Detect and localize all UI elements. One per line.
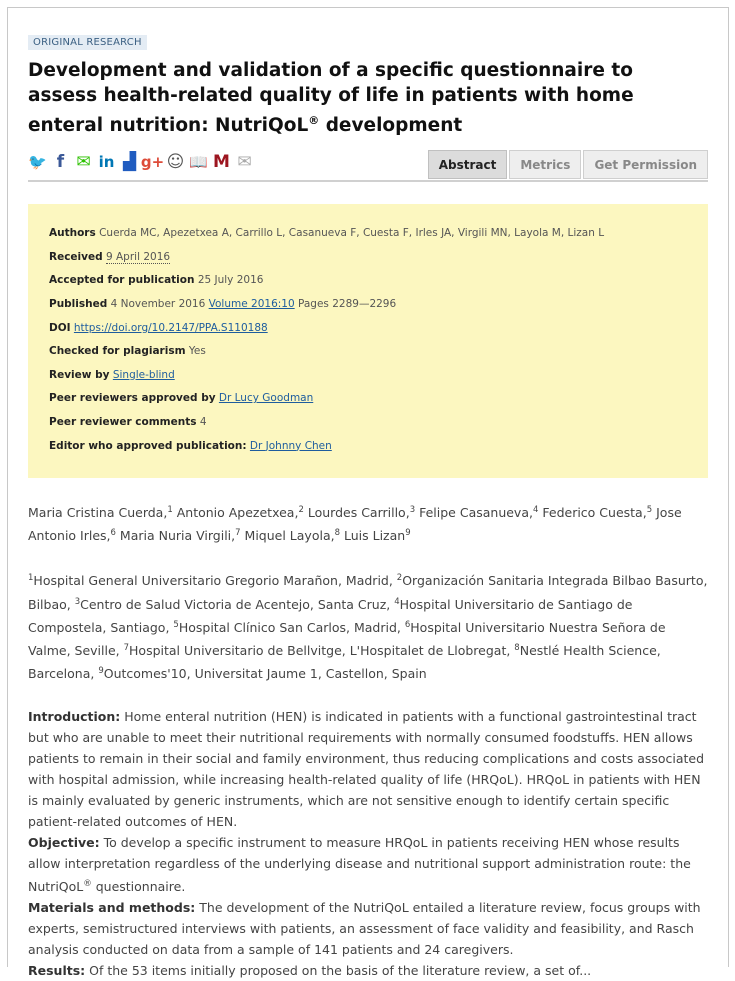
linkedin-icon[interactable]: in	[98, 152, 115, 171]
meta-published: Published 4 November 2016 Volume 2016:10 Pages 2289—2296	[49, 297, 397, 310]
objective-heading: Objective:	[28, 835, 100, 851]
affiliation-item: Hospital Universitario de Santiago de Compostela, Santiago,	[28, 596, 633, 635]
book-icon[interactable]: 📖	[189, 152, 208, 171]
article-title: Development and validation of a specific questionnaire to assess health-related quality of life in patients with home enteral nutrition: NutriQoL® development	[28, 60, 634, 137]
google-plus-icon[interactable]: g+	[140, 152, 165, 171]
meta-peer-comments: Peer reviewer comments 4	[49, 415, 207, 428]
meta-doi: DOI https://doi.org/10.2147/PPA.S110188	[49, 321, 268, 334]
affiliations: $^1$Hospital General Universitario Gregorio Marañon, Madrid, $^2$Organización Sanitaria Integrada Bilbao Basurto, Bilbao, $^3$Centro de Salud Victoria de Acentejo, Santa Cruz, $^4$Hospital Universitario de Santiago de Compostela, Santiago, $^5$Hospital Clínico San Carlos, Madrid, $^6$Hospital Universitario Nuestra Señora de Valme, Seville, $^7$Hospital Universitario de Bellvitge, L'Hospitalet de Llobregat, $^8$Nestlé Health Science, Barcelona, $^9$Outcomes'10, Universitat Jaume 1, Castellon, Spain	[28, 573, 708, 682]
share-icons	[28, 152, 254, 171]
review-type-link[interactable]: Single-blind	[112, 368, 175, 381]
article-panel	[7, 7, 729, 979]
abstract-body: Introduction: Home enteral nutrition (HEN) is indicated in patients with a functional gastrointestinal tract but who are unable to meet their nutritional requirements with normally consumed foodstuffs. HEN allows patients to remain in their social and family environment, thus reducing complications and costs associated with hospital admission, while increasing health-related quality of life (HRQoL). HRQoL in patients with HEN is mainly evaluated by generic instruments, which are not sensitive enough to identify certain specific patient-related outcomes of HEN. Objective: To develop a specific instrument to measure HRQoL in patients receiving HEN whose results allow interpretation regardless of the underlying disease and nutritional support administration route: the NutriQoL® questionnaire. Materials and methods: The development of the NutriQoL entailed a literature review, focus groups with experts, semistructured interviews with patients, an assessment of face validity and feasibility, and Rasch analysis conducted on data from a sample of 141 patients and 24 caregivers. Results: Of the 53 items initially proposed on the basis of the literature review, a set of...	[28, 709, 705, 979]
affiliation-item: Centro de Salud Victoria de Acentejo, Santa Cruz,	[80, 596, 395, 612]
email-icon[interactable]: ✉	[237, 151, 252, 172]
reddit-icon[interactable]: ☺	[166, 151, 185, 172]
intro-heading: Introduction:	[28, 709, 121, 725]
category-tag[interactable]: ORIGINAL RESEARCH	[28, 35, 147, 50]
author-name: Miquel Layola,	[244, 528, 335, 544]
tab-abstract[interactable]: Abstract	[428, 150, 508, 179]
author-name: Maria Cristina Cuerda,	[28, 505, 168, 521]
editor-link[interactable]: Dr Johnny Chen	[249, 439, 332, 452]
author-name: Jose Antonio Irles,	[28, 505, 682, 544]
meta-received: Received 9 April 2016	[49, 250, 171, 263]
meta-plagiarism: Checked for plagiarism Yes	[49, 345, 206, 358]
volume-link[interactable]: Volume 2016:10	[208, 297, 295, 310]
affiliation-item: Nestlé Health Science, Barcelona,	[28, 643, 661, 682]
affiliation-item: Outcomes'10, Universitat Jaume 1, Castellon, Spain	[103, 666, 427, 682]
divider	[28, 180, 708, 182]
facebook-icon[interactable]: f	[56, 151, 65, 172]
wechat-icon[interactable]: ✉	[76, 151, 91, 172]
affiliation-item: Hospital Universitario de Bellvitge, L'Hospitalet de Llobregat,	[129, 643, 515, 659]
tab-get-permission[interactable]: Get Permission	[583, 150, 708, 179]
peer-reviewer-link[interactable]: Dr Lucy Goodman	[218, 392, 314, 405]
author-name: Felipe Casanueva,	[419, 505, 533, 521]
twitter-icon[interactable]: 🐦	[28, 152, 47, 171]
mendeley-icon[interactable]: M	[213, 151, 230, 172]
author-list: Maria Cristina Cuerda,$^1$ Antonio Apezetxea,$^2$ Lourdes Carrillo,$^3$ Felipe Casanueva,$^4$ Federico Cuesta,$^5$ Jose Antonio Irles,$^6$ Maria Nuria Virgili,$^7$ Miquel Layola,$^8$ Luis Lizan$^9$	[28, 505, 682, 544]
article-metadata	[28, 204, 708, 478]
meta-editor: Editor who approved publication: Dr Johnny Chen	[49, 439, 332, 452]
meta-accepted: Accepted for publication 25 July 2016	[49, 274, 264, 287]
author-name: Luis Lizan	[343, 528, 406, 544]
received-date: 9 April 2016	[105, 250, 171, 263]
meta-peer-approved: Peer reviewers approved by Dr Lucy Goodman	[49, 392, 314, 405]
meta-authors: Authors Cuerda MC, Apezetxea A, Carrillo L, Casanueva F, Cuesta F, Irles JA, Virgili MN, Layola M, Lizan L	[49, 227, 605, 240]
tab-metrics[interactable]: Metrics	[509, 150, 581, 179]
results-heading: Results:	[28, 963, 86, 979]
affiliation-item: Hospital Clínico San Carlos, Madrid,	[178, 619, 405, 635]
author-name: Maria Nuria Virgili,	[119, 528, 236, 544]
delicious-icon[interactable]: ▟	[122, 151, 137, 172]
author-name: Lourdes Carrillo,	[307, 505, 410, 521]
affiliation-item: Hospital Universitario Nuestra Señora de Valme, Seville,	[28, 619, 666, 659]
article-tabs	[426, 150, 708, 179]
methods-heading: Materials and methods:	[28, 900, 196, 916]
doi-link[interactable]: https://doi.org/10.2147/PPA.S110188	[73, 321, 268, 334]
article-toolbar	[28, 150, 708, 180]
meta-review: Review by Single-blind	[49, 368, 175, 381]
author-name: Federico Cuesta,	[542, 505, 647, 521]
affiliation-item: Organización Sanitaria Integrada Bilbao Basurto, Bilbao,	[28, 573, 708, 612]
affiliation-item: Hospital General Universitario Gregorio Marañon, Madrid,	[33, 573, 397, 589]
author-name: Antonio Apezetxea,	[176, 505, 299, 521]
